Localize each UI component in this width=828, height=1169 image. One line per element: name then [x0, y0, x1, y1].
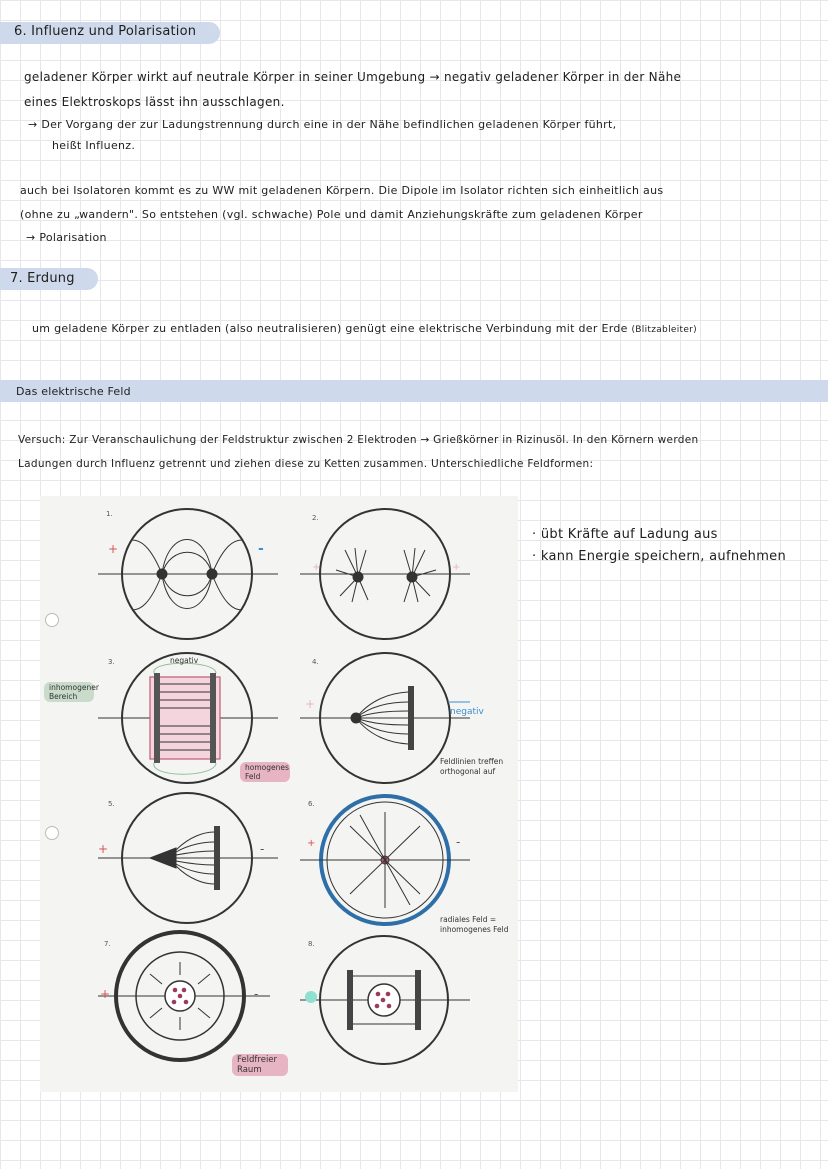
field-pattern-photo: [40, 496, 518, 1092]
figure-number: 7.: [104, 940, 111, 948]
tag-homogen: homogenes Feld: [240, 762, 290, 782]
plus-sign: +: [108, 542, 119, 556]
plus-sign: +: [98, 842, 109, 856]
figure-number: 1.: [106, 510, 113, 518]
minus-sign: -: [260, 842, 265, 856]
minus-sign: -: [258, 541, 264, 557]
text-line: (ohne zu „wandern". So entstehen (vgl. schwache) Pole und damit Anziehungskräfte zum geladenen Körper: [20, 208, 643, 221]
text-line: Ladungen durch Influenz getrennt und ziehen diese zu Ketten zusammen. Unterschiedliche Feldformen:: [18, 458, 594, 470]
erdung-text: um geladene Körper zu entladen (also neutralisieren) genügt eine elektrische Verbindung mit der Erde: [32, 322, 628, 335]
text-line: geladener Körper wirkt auf neutrale Körper in seiner Umgebung → negativ geladener Körper in der Nähe: [24, 70, 682, 84]
figure-number: 6.: [308, 800, 315, 808]
annotation-negativ: negativ: [450, 707, 484, 717]
plus-sign: +: [307, 838, 316, 849]
plus-sign: +: [100, 987, 111, 1001]
text-line: → Polarisation: [26, 231, 107, 244]
figure-number: 5.: [108, 800, 115, 808]
section-heading-6: 6. Influenz und Polarisation: [14, 24, 197, 39]
plus-sign: +: [312, 562, 321, 573]
section-heading-field: Das elektrische Feld: [16, 385, 131, 398]
section-heading-7: 7. Erdung: [10, 271, 75, 286]
text-line: eines Elektroskops lässt ihn ausschlagen.: [24, 95, 285, 109]
text-line: → Der Vorgang der zur Ladungstrennung durch eine in der Nähe befindlichen geladenen Körper führt,: [28, 118, 617, 131]
text-line: [32, 322, 697, 335]
plus-sign: +: [305, 697, 316, 711]
bullet-energy: · kann Energie speichern, aufnehmen: [532, 549, 787, 564]
minus-sign: -: [456, 835, 461, 849]
annotation-radial: radiales Feld = inhomogenes Feld: [440, 915, 509, 934]
tag-inhomogen: inhomogener Bereich: [44, 682, 94, 702]
erdung-note: (Blitzableiter): [631, 325, 697, 335]
binder-hole: [45, 826, 59, 840]
annotation-feldlinien: Feldlinien treffen orthogonal auf: [440, 757, 504, 776]
figure-number: 8.: [308, 940, 315, 948]
figure-number: 2.: [312, 514, 319, 522]
figure-number: 3.: [108, 658, 115, 666]
minus-sign: -: [254, 987, 259, 1001]
figure-number: 4.: [312, 658, 319, 666]
tag-feldfrei: Feldfreier Raum: [232, 1054, 288, 1076]
text-line: Versuch: Zur Veranschaulichung der Feldstruktur zwischen 2 Elektroden → Grießkörner in Rizinusöl. In den Körnern werden: [18, 434, 699, 446]
text-line: heißt Influenz.: [52, 139, 136, 152]
plus-sign: +: [452, 562, 461, 573]
text-line: auch bei Isolatoren kommt es zu WW mit geladenen Körpern. Die Dipole im Isolator richten sich einheitlich aus: [20, 184, 664, 197]
annotation-text: negativ: [170, 656, 199, 665]
binder-hole: [45, 613, 59, 627]
bullet-force: · übt Kräfte auf Ladung aus: [532, 527, 718, 542]
